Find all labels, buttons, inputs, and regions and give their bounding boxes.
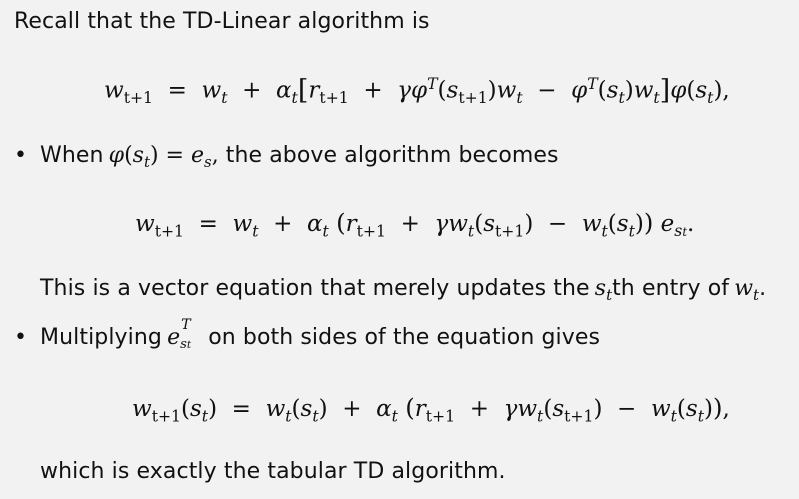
tabular-vector-equation: $w_{t+1} = w_t + \alpha_t$ $(r_{t+1} + \gamma w_t(s_{t+1}) - w_t(s_t))$ $e_{st}$. — [135, 208, 695, 241]
bullet-1-lead: When — [40, 143, 104, 168]
bullet-2-tail: on both sides of the equation gives — [208, 325, 601, 350]
bullet-1-condition: $\varphi(s_t) = e_s$, — [108, 143, 226, 172]
bullet-2-lead: Multiplying — [40, 325, 162, 350]
intro-text: Recall that the TD-Linear algorithm is — [14, 9, 430, 34]
remark-lead: This is a vector equation that merely updates the — [40, 276, 590, 301]
bullet-2-factor: e T st — [167, 317, 192, 352]
remark-line — [40, 276, 766, 304]
td-linear-equation: $w_{t+1} = w_t + \alpha_t[r_{t+1} + \gamma\varphi^T(s_{t+1})w_t - \varphi^T(s_t)w_t]\varphi(s_t)$, — [104, 74, 730, 108]
bullet-2-marker: • — [14, 325, 27, 350]
tabular-entry-equation: $w_{t+1}(s_t) = w_t(s_t) + \alpha_t$ $(r_{t+1} + \gamma w_t(s_{t+1}) - w_t(s_t))$, — [132, 393, 730, 426]
remark-end: . — [759, 276, 767, 301]
bullet-1-line — [40, 143, 559, 171]
bullet-1-tail: the above algorithm becomes — [225, 143, 559, 168]
remark-vec: $w_t$ — [734, 276, 760, 305]
conclusion-text: which is exactly the tabular TD algorithm. — [40, 459, 506, 484]
remark-mid: th entry of — [612, 276, 730, 301]
remark-entry: $s_t$ — [594, 276, 613, 305]
bullet-2-line — [40, 317, 601, 352]
bullet-1-marker: • — [14, 143, 27, 168]
